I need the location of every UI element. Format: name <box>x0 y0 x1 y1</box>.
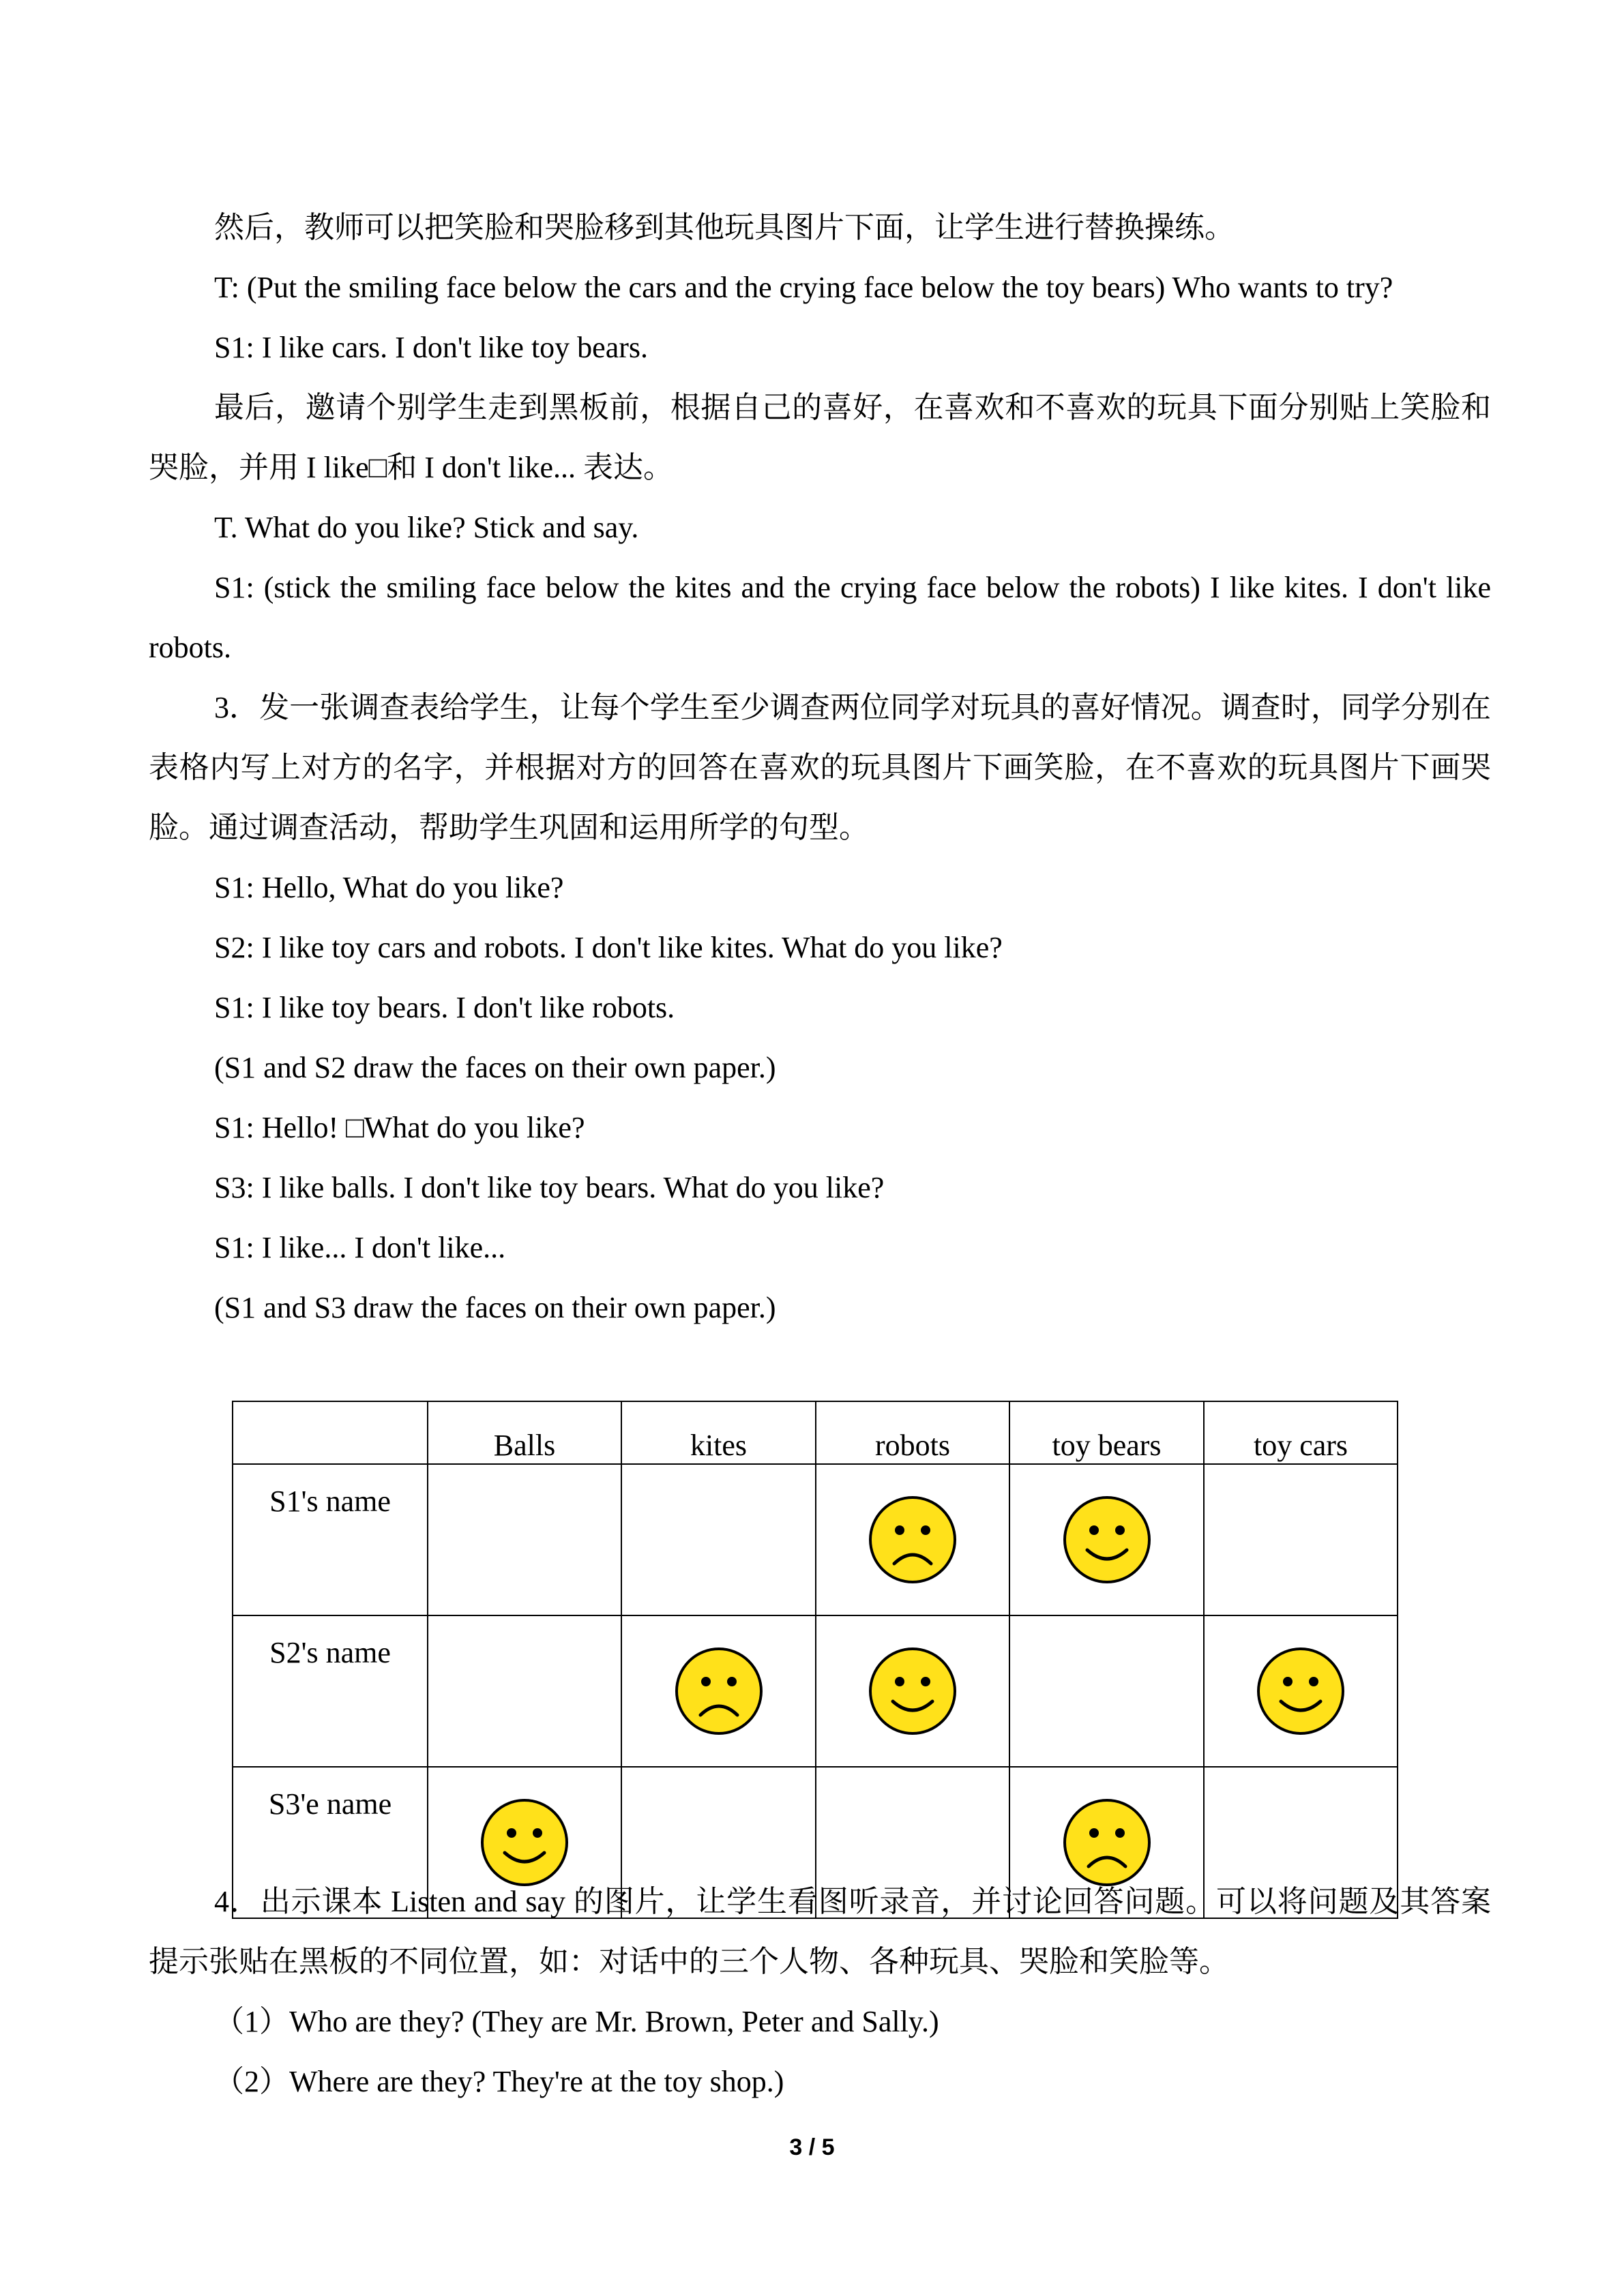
question-line: （1）Who are they? (They are Mr. Brown, Peter and Sally.) <box>214 2005 939 2038</box>
table-cell <box>1009 1615 1204 1767</box>
header-cell-empty <box>233 1401 428 1464</box>
table-cell <box>428 1464 621 1615</box>
dialogue-line: S3: I like balls. I don't like toy bears. What do you like? <box>214 1171 885 1204</box>
table-cell <box>621 1464 816 1615</box>
header-cell-robots: robots <box>816 1401 1009 1464</box>
paragraph: S1: (stick the smiling face below the kites and the crying face below the robots) I like kites. I don't like robots. <box>149 571 1491 664</box>
survey-row <box>233 1464 1398 1615</box>
table-cell <box>816 1615 1009 1767</box>
header-cell-toy-cars: toy cars <box>1204 1401 1398 1464</box>
smiling-face-icon <box>1255 1645 1346 1737</box>
table-cell <box>621 1615 816 1767</box>
page-number: 3 / 5 <box>789 2134 835 2160</box>
survey-table <box>232 1401 1398 1919</box>
crying-face-icon <box>867 1494 958 1585</box>
paragraph: 4．出示课本 Listen and say 的图片，让学生看图听录音，并讨论回答问题。可以将问题及其答案提示张贴在黑板的不同位置，如：对话中的三个人物、各种玩具、哭脸和笑脸等。 <box>149 1885 1491 1978</box>
smiling-face-icon <box>867 1645 958 1737</box>
dialogue-line: S1: I like... I don't like... <box>214 1231 506 1264</box>
top-text <box>149 198 1491 1338</box>
dialogue-line: S1: Hello! □What do you like? <box>214 1111 585 1144</box>
header-cell-toy-bears: toy bears <box>1009 1401 1204 1464</box>
row-label: S1's name <box>233 1464 428 1615</box>
paragraph: T: (Put the smiling face below the cars and the crying face below the toy bears) Who wants to try? <box>214 271 1393 304</box>
dialogue-line: S2: I like toy cars and robots. I don't like kites. What do you like? <box>214 931 1003 964</box>
smiling-face-icon <box>1061 1494 1153 1585</box>
header-cell-balls: Balls <box>428 1401 621 1464</box>
dialogue-line: (S1 and S2 draw the faces on their own paper.) <box>214 1051 776 1084</box>
table-cell <box>1204 1615 1398 1767</box>
row-label: S2's name <box>233 1615 428 1767</box>
row-label: S3'e name <box>233 1767 428 1918</box>
dialogue-line: S1: Hello, What do you like? <box>214 871 564 904</box>
header-cell-kites: kites <box>621 1401 816 1464</box>
table-cell <box>816 1464 1009 1615</box>
table-cell <box>428 1615 621 1767</box>
paragraph: S1: I like cars. I don't like toy bears. <box>214 331 649 364</box>
survey-header-row <box>233 1401 1398 1464</box>
paragraph: 然后，教师可以把笑脸和哭脸移到其他玩具图片下面，让学生进行替换操练。 <box>214 211 1235 244</box>
table-cell <box>1204 1464 1398 1615</box>
table-cell <box>1009 1464 1204 1615</box>
paragraph: 最后，邀请个别学生走到黑板前，根据自己的喜好，在喜欢和不喜欢的玩具下面分别贴上笑脸和哭脸，并用 I like□和 I don't like... 表达。 <box>149 391 1491 484</box>
dialogue-line: S1: I like toy bears. I don't like robots. <box>214 991 675 1024</box>
question-line: （2）Where are they? They're at the toy shop.) <box>214 2065 784 2098</box>
survey-row <box>233 1615 1398 1767</box>
bottom-text <box>149 1872 1491 2112</box>
paragraph: T. What do you like? Stick and say. <box>214 511 639 544</box>
paragraph: 3．发一张调查表给学生，让每个学生至少调查两位同学对玩具的喜好情况。调查时，同学分别在表格内写上对方的名字，并根据对方的回答在喜欢的玩具图片下画笑脸，在不喜欢的玩具图片下画哭脸。通过调查活动，帮助学生巩固和运用所学的句型。 <box>149 691 1491 844</box>
crying-face-icon <box>673 1645 765 1737</box>
dialogue-line: (S1 and S3 draw the faces on their own paper.) <box>214 1291 776 1324</box>
